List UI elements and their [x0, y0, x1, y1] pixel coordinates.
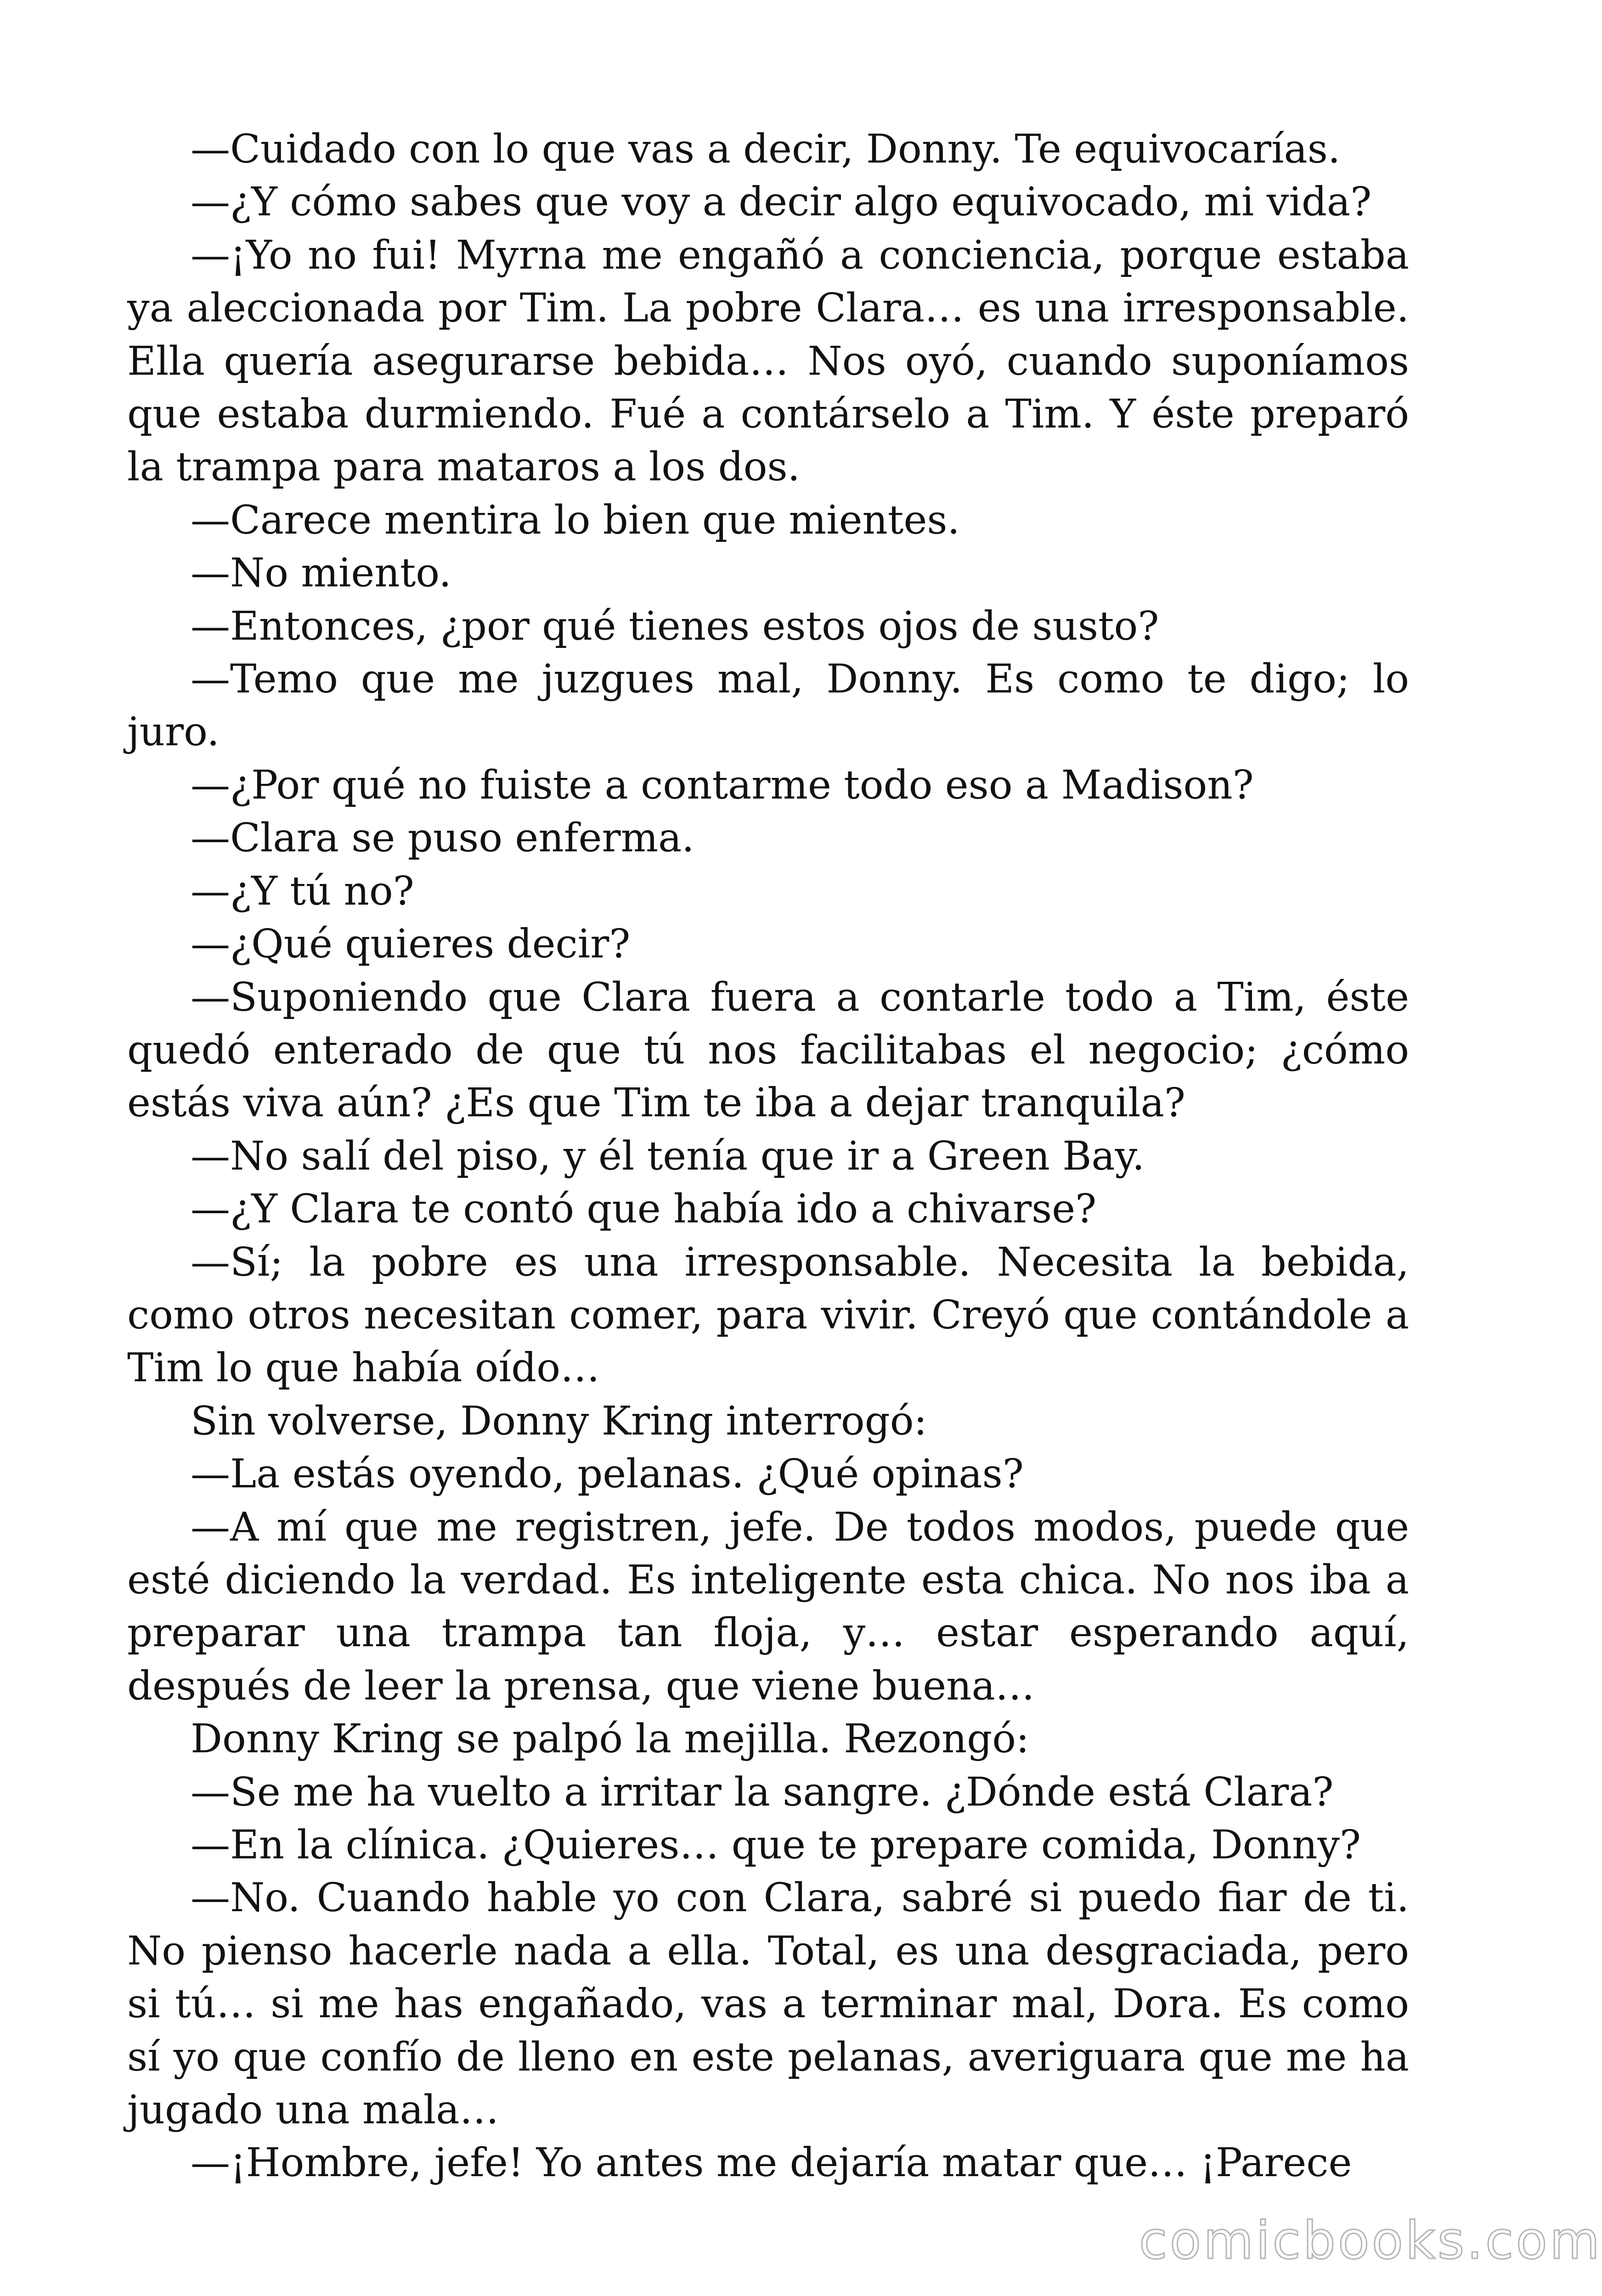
paragraph: —¿Y cómo sabes que voy a decir algo equivocado, mi vida? [191, 179, 1372, 225]
paragraph: —¿Y tú no? [191, 868, 414, 914]
paragraph: —¿Por qué no fuiste a contarme todo eso a Madison? [191, 762, 1254, 808]
paragraph: —No miento. [191, 550, 451, 597]
paragraph: —En la clínica. ¿Quieres… que te prepare comida, Donny? [191, 1822, 1361, 1868]
body-text [127, 123, 1409, 2190]
paragraph: —Carece mentira lo bien que mientes. [191, 497, 960, 543]
paragraph: —Entonces, ¿por qué tienes estos ojos de susto? [191, 603, 1159, 649]
paragraph: —La estás oyendo, pelanas. ¿Qué opinas? [191, 1451, 1024, 1497]
paragraph: —Se me ha vuelto a irritar la sangre. ¿Dónde está Clara? [191, 1769, 1334, 1815]
paragraph: —Sí; la pobre es una irresponsable. Necesita la bebida, como otros necesitan comer, para vivir. Creyó que contándole a Tim lo que había oído… [127, 1239, 1409, 1391]
paragraph: Sin volverse, Donny Kring interrogó: [191, 1398, 927, 1444]
paragraph: —¿Y Clara te contó que había ido a chivarse? [191, 1186, 1097, 1232]
paragraph: —No salí del piso, y él tenía que ir a Green Bay. [191, 1133, 1145, 1179]
paragraph: —¡Yo no fui! Myrna me engañó a conciencia, porque estaba ya aleccionada por Tim. La pobre Clara… es una irresponsable. Ella quería asegurarse bebida… Nos oyó, cuando suponíamos que estaba durmiendo. Fué a contárselo a Tim. Y éste preparó la trampa para mataros a los dos. [127, 232, 1409, 490]
paragraph: —No. Cuando hable yo con Clara, sabré si puedo fiar de ti. No pienso hacerle nada a ella. Total, es una desgraciada, pero si tú… si me has engañado, vas a terminar mal, Dora. Es como sí yo que confío de lleno en este pelanas, averiguara que me ha jugado una mala… [127, 1875, 1409, 2133]
paragraph: —Clara se puso enferma. [191, 815, 694, 861]
paragraph: Donny Kring se palpó la mejilla. Rezongó: [191, 1716, 1030, 1762]
paragraph: —Temo que me juzgues mal, Donny. Es como te digo; lo juro. [127, 656, 1409, 755]
watermark: comicbooks.com [1139, 2211, 1602, 2271]
paragraph: —A mí que me registren, jefe. De todos modos, puede que esté diciendo la verdad. Es inteligente esta chica. No nos iba a preparar una trampa tan floja, y… estar esperando aquí, después de leer la prensa, que viene buena… [127, 1504, 1409, 1709]
paragraph: —Cuidado con lo que vas a decir, Donny. Te equivocarías. [191, 126, 1341, 172]
paragraph: —Suponiendo que Clara fuera a contarle todo a Tim, éste quedó enterado de que tú nos facilitabas el negocio; ¿cómo estás viva aún? ¿Es que Tim te iba a dejar tranquila? [127, 974, 1409, 1126]
paragraph: —¡Hombre, jefe! Yo antes me dejaría matar que… ¡Parece [191, 2140, 1352, 2186]
paragraph: —¿Qué quieres decir? [191, 921, 631, 968]
